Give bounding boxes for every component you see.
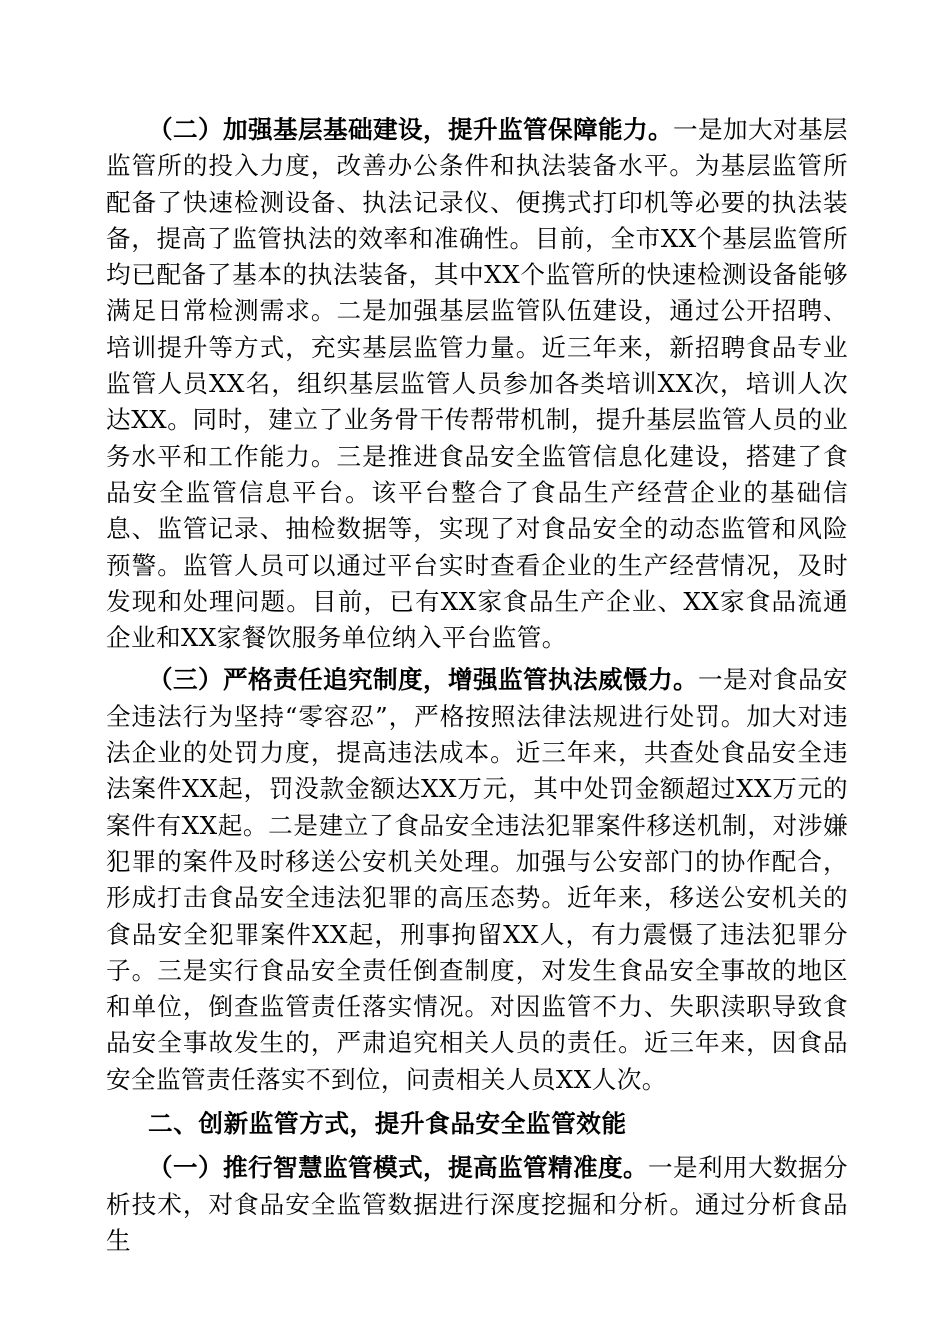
section-lead-1: （一）推行智慧监管模式，提高监管精准度。 [148,1153,648,1183]
section-lead-2: （二）加强基层基础建设，提升监管保障能力。 [148,115,673,144]
section-lead-3: （三）严格责任追究制度，增强监管执法威慑力。 [148,665,698,695]
paragraph-section-2 [106,112,848,656]
section-body-2: 一是加大对基层监管所的投入力度，改善办公条件和执法装备水平。为基层监管所配备了快速检测设备、执法记录仪、便携式打印机等必要的执法装备，提高了监管执法的效率和准确性。目前，全市XX个基层监管所均已配备了基本的执法装备，其中XX个监管所的快速检测设备能够满足日常检测需求。二是加强基层监管队伍建设，通过公开招聘、培训提升等方式，充实基层监管力量。近三年来，新招聘食品专业监管人员XX名，组织基层监管人员参加各类培训XX次，培训人次达XX。同时，建立了业务骨干传帮带机制，提升基层监管人员的业务水平和工作能力。三是推进食品安全监管信息化建设，搭建了食品安全监管信息平台。该平台整合了食品生产经营企业的基础信息、监管记录、抽检数据等，实现了对食品安全的动态监管和风险预警。监管人员可以通过平台实时查看企业的生产经营情况，及时发现和处理问题。目前，已有XX家食品生产企业、XX家食品流通企业和XX家餐饮服务单位纳入平台监管。 [106,115,848,653]
document-page [106,112,848,1259]
section-body-1: 一是利用大数据分析技术，对食品安全监管数据进行深度挖掘和分析。通过分析食品生 [106,1153,848,1255]
chapter-heading: 二、创新监管方式，提升食品安全监管效能 [148,1109,627,1139]
section-body-3: 一是对食品安全违法行为坚持“零容忍”，严格按照法律法规进行处罚。加大对违法企业的处罚力度，提高违法成本。近三年来，共查处食品安全违法案件XX起，罚没款金额达XX万元，其中处罚金额超过XX万元的案件有XX起。二是建立了食品安全违法犯罪案件移送机制，对涉嫌犯罪的案件及时移送公安机关处理。加强与公安部门的协作配合，形成打击食品安全违法犯罪的高压态势。近年来，移送公安机关的食品安全犯罪案件XX起，刑事拘留XX人，有力震慑了违法犯罪分子。三是实行食品安全责任倒查制度，对发生食品安全事故的地区和单位，倒查监管责任落实情况。对因监管不力、失职渎职导致食品安全事故发生的，严肃追究相关人员的责任。近三年来，因食品安全监管责任落实不到位，问责相关人员XX人次。 [106,665,848,1094]
paragraph-section-3 [106,662,848,1098]
paragraph-section-1 [106,1150,848,1259]
